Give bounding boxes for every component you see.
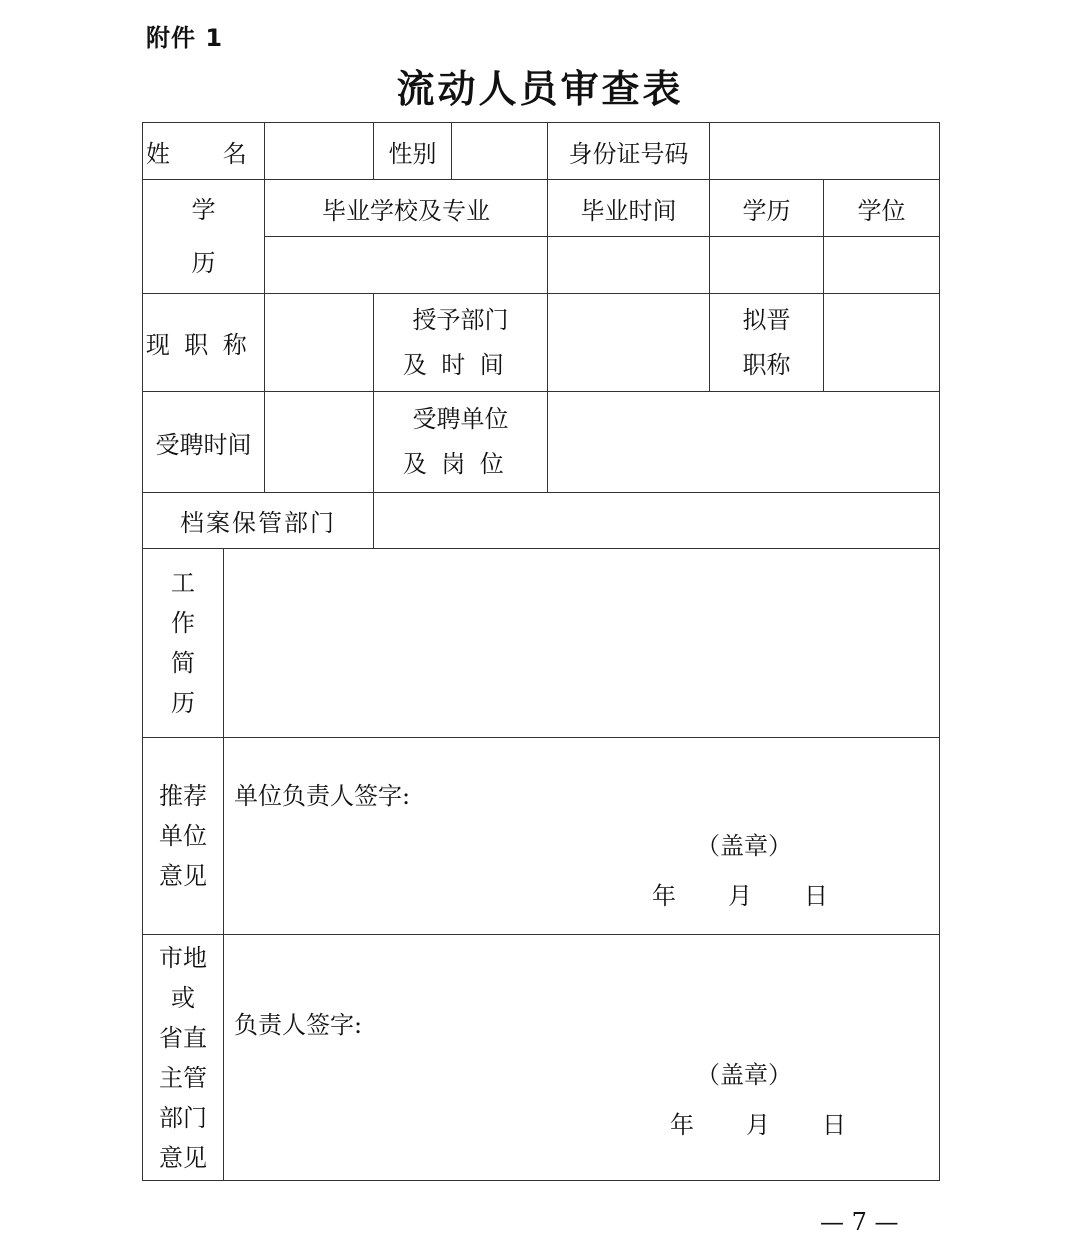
recommend-day-label: 日 xyxy=(804,882,828,910)
recommend-unit-label xyxy=(143,738,224,935)
hire-time-field[interactable] xyxy=(265,392,374,493)
recommend-year-label: 年 xyxy=(652,882,676,910)
work-history-char-1: 工 xyxy=(171,569,195,597)
supervisor-dept-line-5: 部门 xyxy=(159,1103,207,1132)
proposed-title-field[interactable] xyxy=(824,294,940,392)
grant-dept-field[interactable] xyxy=(548,294,710,392)
recommend-opinion-field[interactable] xyxy=(224,738,940,935)
work-history-char-4: 历 xyxy=(171,689,195,717)
hire-unit-label-line2: 及岗位 xyxy=(402,450,519,478)
education-level-field[interactable] xyxy=(710,237,824,294)
supervisor-month-label: 月 xyxy=(746,1111,770,1139)
review-form-table xyxy=(142,122,940,1181)
recommend-month-label: 月 xyxy=(728,882,752,910)
grant-dept-label-line1: 授予部门 xyxy=(412,305,509,334)
education-label-line1: 学 xyxy=(191,195,216,224)
work-history-char-2: 作 xyxy=(171,609,195,637)
hire-unit-field[interactable] xyxy=(548,392,940,493)
id-number-label: 身份证号码 xyxy=(548,123,710,180)
school-major-header: 毕业学校及专业 xyxy=(265,180,548,237)
archive-dept-label: 档案保管部门 xyxy=(143,493,374,549)
grad-time-header: 毕业时间 xyxy=(548,180,710,237)
supervisor-seal-label: （盖章） xyxy=(696,1061,792,1089)
gender-field[interactable] xyxy=(452,123,548,180)
degree-field[interactable] xyxy=(824,237,940,294)
supervisor-dept-line-6: 意见 xyxy=(159,1143,207,1172)
recommend-seal-label: （盖章） xyxy=(696,832,792,860)
page-title: 流动人员审查表 xyxy=(396,66,684,111)
supervisor-date-line xyxy=(670,1105,898,1140)
recommend-unit-line-3: 意见 xyxy=(159,862,207,890)
grant-dept-label xyxy=(374,294,548,392)
work-history-char-3: 简 xyxy=(171,649,195,677)
hire-unit-label xyxy=(374,392,548,493)
grad-time-field[interactable] xyxy=(548,237,710,294)
hire-time-label: 受聘时间 xyxy=(143,392,265,493)
supervisor-signature-label: 负责人签字: xyxy=(234,1011,363,1039)
recommend-unit-line-2: 单位 xyxy=(159,822,207,850)
education-level-header: 学历 xyxy=(710,180,824,237)
supervisor-dept-label xyxy=(143,935,224,1181)
page-number: — 7 — xyxy=(820,1208,899,1236)
supervisor-dept-line-3: 省直 xyxy=(159,1023,207,1052)
gender-label: 性别 xyxy=(374,123,452,180)
proposed-title-label-line2: 职称 xyxy=(742,350,791,379)
id-number-field[interactable] xyxy=(710,123,940,180)
supervisor-opinion-field[interactable] xyxy=(224,935,940,1181)
attachment-label: 附件 1 xyxy=(146,24,224,52)
work-history-label xyxy=(143,549,224,738)
recommend-signature-label: 单位负责人签字: xyxy=(234,782,411,810)
supervisor-dept-line-2: 或 xyxy=(171,983,195,1012)
education-label xyxy=(143,180,265,294)
supervisor-dept-line-4: 主管 xyxy=(159,1063,207,1092)
supervisor-year-label: 年 xyxy=(670,1111,694,1139)
grant-dept-label-line2: 及时间 xyxy=(402,350,519,379)
recommend-date-line xyxy=(652,876,880,911)
proposed-title-label-line1: 拟晋 xyxy=(742,305,791,334)
school-major-field[interactable] xyxy=(265,237,548,294)
name-field[interactable] xyxy=(265,123,374,180)
archive-dept-field[interactable] xyxy=(374,493,940,549)
hire-unit-label-line1: 受聘单位 xyxy=(412,405,509,433)
supervisor-dept-line-1: 市地 xyxy=(159,943,207,972)
current-title-label: 现职称 xyxy=(143,294,265,392)
work-history-field[interactable] xyxy=(224,549,940,738)
education-label-line2: 历 xyxy=(191,248,216,277)
supervisor-day-label: 日 xyxy=(822,1111,846,1139)
recommend-unit-line-1: 推荐 xyxy=(159,782,207,810)
degree-header: 学位 xyxy=(824,180,940,237)
current-title-field[interactable] xyxy=(265,294,374,392)
name-label: 姓 名 xyxy=(143,123,265,180)
proposed-title-label xyxy=(710,294,824,392)
